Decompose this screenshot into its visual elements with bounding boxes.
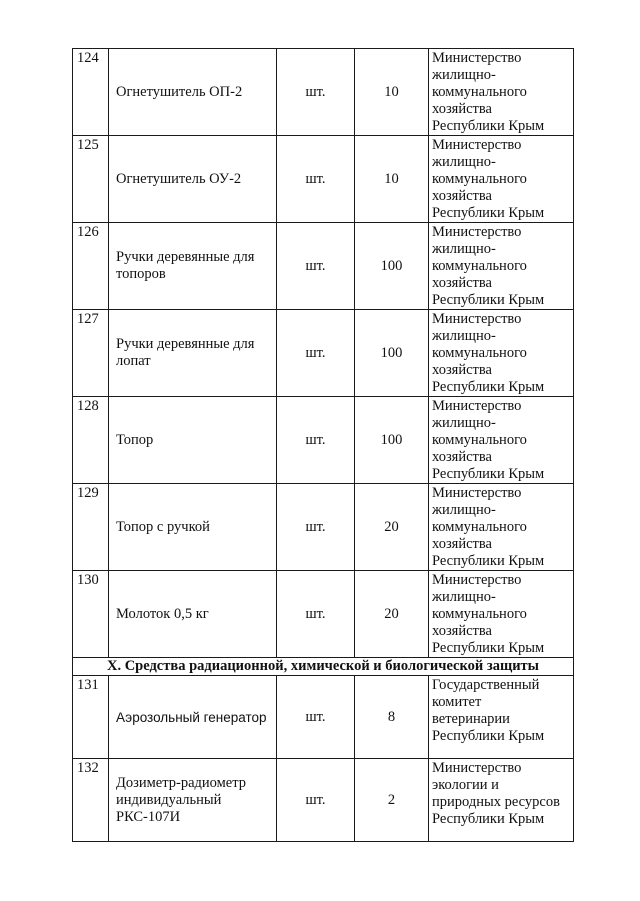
organization-line: жилищно- [432, 328, 496, 344]
unit-of-measure: шт. [277, 310, 355, 397]
organization-line: Республики Крым [432, 811, 545, 827]
organization-line: коммунального [432, 519, 527, 535]
table-row [73, 136, 574, 223]
organization-line: жилищно- [432, 154, 496, 170]
organization-line: коммунального [432, 606, 527, 622]
inventory-table [72, 48, 574, 842]
organization-line: коммунального [432, 345, 527, 361]
organization-line: Министерство [432, 50, 522, 66]
responsible-organization [429, 223, 574, 310]
organization-line: жилищно- [432, 589, 496, 605]
organization-line: коммунального [432, 258, 527, 274]
responsible-organization [429, 759, 574, 842]
organization-line: Министерство [432, 398, 522, 414]
organization-line: Республики Крым [432, 466, 545, 482]
item-name: Топор [109, 397, 277, 484]
quantity: 100 [355, 310, 429, 397]
row-number: 132 [73, 759, 109, 842]
item-name: Молоток 0,5 кг [109, 571, 277, 658]
responsible-organization [429, 676, 574, 759]
quantity: 10 [355, 136, 429, 223]
row-number: 125 [73, 136, 109, 223]
responsible-organization [429, 310, 574, 397]
row-number: 129 [73, 484, 109, 571]
unit-of-measure: шт. [277, 136, 355, 223]
item-name: Аэрозольный генератор [109, 676, 277, 759]
quantity: 20 [355, 571, 429, 658]
organization-line: хозяйства [432, 188, 492, 204]
organization-line: Республики Крым [432, 292, 545, 308]
table-row [73, 759, 574, 842]
organization-line: Министерство [432, 760, 522, 776]
unit-of-measure: шт. [277, 484, 355, 571]
table-body-section-items [73, 676, 574, 842]
organization-line: хозяйства [432, 623, 492, 639]
organization-line: Государственный [432, 677, 540, 693]
unit-of-measure: шт. [277, 49, 355, 136]
quantity: 10 [355, 49, 429, 136]
row-number: 127 [73, 310, 109, 397]
organization-line: хозяйства [432, 101, 492, 117]
unit-of-measure: шт. [277, 571, 355, 658]
quantity: 100 [355, 223, 429, 310]
item-name: Дозиметр-радиометр индивидуальный РКС-107И [109, 759, 277, 842]
item-name: Огнетушитель ОУ-2 [109, 136, 277, 223]
quantity: 100 [355, 397, 429, 484]
organization-line: жилищно- [432, 67, 496, 83]
unit-of-measure: шт. [277, 759, 355, 842]
organization-line: Республики Крым [432, 118, 545, 134]
responsible-organization [429, 571, 574, 658]
organization-line: коммунального [432, 171, 527, 187]
quantity: 20 [355, 484, 429, 571]
organization-line: Министерство [432, 137, 522, 153]
organization-line: жилищно- [432, 415, 496, 431]
organization-line: экологии и [432, 777, 499, 793]
section-row [73, 658, 574, 676]
table-row [73, 676, 574, 759]
organization-line: природных ресурсов [432, 794, 560, 810]
organization-line: Министерство [432, 311, 522, 327]
quantity: 8 [355, 676, 429, 759]
organization-line: Республики Крым [432, 640, 545, 656]
table-row [73, 310, 574, 397]
organization-line: хозяйства [432, 362, 492, 378]
row-number: 128 [73, 397, 109, 484]
organization-line: коммунального [432, 432, 527, 448]
organization-line: Министерство [432, 224, 522, 240]
organization-line: хозяйства [432, 449, 492, 465]
unit-of-measure: шт. [277, 676, 355, 759]
section-title: X. Средства радиационной, химической и биологической защиты [73, 658, 574, 676]
responsible-organization [429, 49, 574, 136]
table-row [73, 571, 574, 658]
organization-line: коммунального [432, 84, 527, 100]
organization-line: Министерство [432, 485, 522, 501]
responsible-organization [429, 136, 574, 223]
organization-line: хозяйства [432, 536, 492, 552]
organization-line: Министерство [432, 572, 522, 588]
item-name: Топор с ручкой [109, 484, 277, 571]
table-body-items [73, 49, 574, 658]
responsible-organization [429, 484, 574, 571]
item-name: Огнетушитель ОП-2 [109, 49, 277, 136]
organization-line: ветеринарии [432, 711, 510, 727]
organization-line: Республики Крым [432, 553, 545, 569]
item-name: Ручки деревянные для лопат [109, 310, 277, 397]
section-header [73, 658, 574, 676]
responsible-organization [429, 397, 574, 484]
organization-line: хозяйства [432, 275, 492, 291]
organization-line: комитет [432, 694, 482, 710]
table-row [73, 223, 574, 310]
quantity: 2 [355, 759, 429, 842]
row-number: 126 [73, 223, 109, 310]
unit-of-measure: шт. [277, 397, 355, 484]
row-number: 124 [73, 49, 109, 136]
table-row [73, 484, 574, 571]
unit-of-measure: шт. [277, 223, 355, 310]
row-number: 131 [73, 676, 109, 759]
organization-line: жилищно- [432, 502, 496, 518]
row-number: 130 [73, 571, 109, 658]
organization-line: Республики Крым [432, 728, 545, 744]
table-row [73, 49, 574, 136]
organization-line: Республики Крым [432, 379, 545, 395]
item-name: Ручки деревянные для топоров [109, 223, 277, 310]
organization-line: Республики Крым [432, 205, 545, 221]
table-row [73, 397, 574, 484]
organization-line: жилищно- [432, 241, 496, 257]
